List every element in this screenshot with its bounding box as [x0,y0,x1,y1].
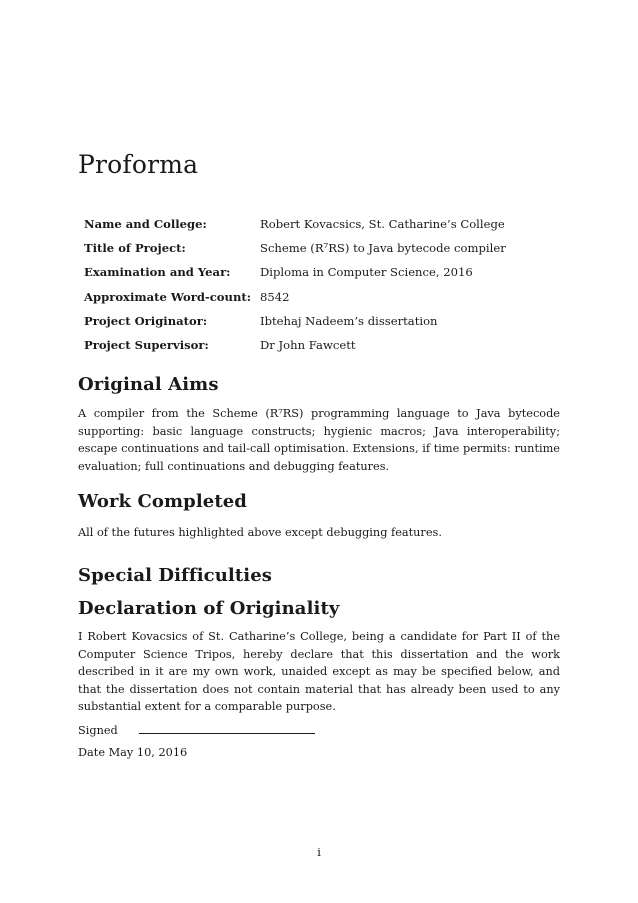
meta-row-name-college [84,212,506,236]
signature-row [78,724,315,737]
declaration-text: I Robert Kovacsics of St. Catharine’s College, being a candidate for Part II of the Computer Science Tripos, hereby declare that this dissertation and the work described in it are my own work, unaided except as may be specified below, and that the dissertation does not contain material that has already been used to any substantial extent for a comparable purpose. [78,630,560,714]
proforma-info-table [84,212,506,357]
meta-label: Project Supervisor: [84,338,209,353]
special-difficulties-heading: Special Difficulties [78,565,272,586]
meta-row-examination-year [84,260,506,284]
meta-value: Dr John Fawcett [260,338,356,353]
meta-row-project-title [84,236,506,260]
meta-value: Scheme (R⁷RS) to Java bytecode compiler [260,241,506,256]
meta-label: Project Originator: [84,313,208,328]
page-number: i [317,846,321,859]
declaration-heading: Declaration of Originality [78,598,340,619]
meta-value: Diploma in Computer Science, 2016 [260,265,473,280]
signed-label: Signed [78,724,118,737]
meta-row-originator [84,309,506,333]
meta-row-supervisor [84,333,506,357]
meta-row-word-count [84,285,506,309]
original-aims-heading: Original Aims [78,374,219,395]
meta-label: Examination and Year: [84,265,231,280]
original-aims-text: A compiler from the Scheme (R⁷RS) programming language to Java bytecode supporting: basic language constructs; hygienic macros; Java interoperability; escape continuations and tail-call optimisation. Extensions, if time permits: runtime evaluation; full continuations and debugging features. [78,407,560,473]
meta-label: Title of Project: [84,241,186,256]
work-completed-heading: Work Completed [78,491,247,512]
meta-label: Name and College: [84,217,207,232]
signature-line [139,733,315,734]
page-title: Proforma [78,150,199,179]
meta-label: Approximate Word-count: [84,289,252,304]
date-line: Date May 10, 2016 [78,746,188,759]
work-completed-text: All of the futures highlighted above except debugging features. [78,526,442,539]
meta-value: 8542 [260,289,290,304]
meta-value: Ibtehaj Nadeem’s dissertation [260,313,438,328]
meta-value: Robert Kovacsics, St. Catharine’s College [260,217,505,232]
